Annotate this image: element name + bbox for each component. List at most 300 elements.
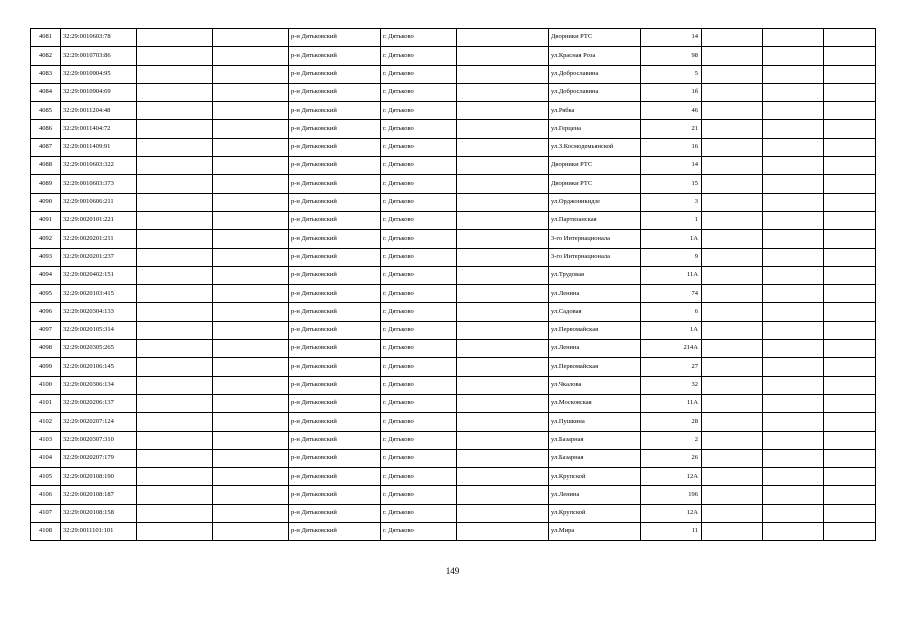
empty-cell [213,102,289,120]
empty-cell [824,413,876,431]
town-cell: г. Дятьково [381,523,457,541]
empty-cell [137,175,213,193]
town-cell: г. Дятьково [381,65,457,83]
empty-cell [457,504,549,522]
row-number-cell: 4108 [31,523,61,541]
town-cell: г. Дятьково [381,120,457,138]
empty-cell [137,65,213,83]
empty-cell [213,340,289,358]
empty-cell [213,248,289,266]
empty-cell [457,376,549,394]
table-row [31,449,876,467]
house-number-cell: 1 [641,211,702,229]
empty-cell [213,486,289,504]
empty-cell [457,248,549,266]
cadastral-number-cell: 32:29:0020101:221 [61,211,137,229]
district-cell: р-н Дятьковский [289,504,381,522]
table-row [31,193,876,211]
town-cell: г. Дятьково [381,486,457,504]
empty-cell [137,102,213,120]
town-cell: г. Дятьково [381,102,457,120]
empty-cell [137,138,213,156]
street-cell: ул.Орджоникидзе [549,193,641,211]
row-number-cell: 4090 [31,193,61,211]
empty-cell [137,285,213,303]
empty-cell [457,340,549,358]
empty-cell [213,413,289,431]
street-cell: ул.Первомайская [549,358,641,376]
empty-cell [763,120,824,138]
empty-cell [763,394,824,412]
town-cell: г. Дятьково [381,29,457,47]
street-cell: ул.Ленина [549,486,641,504]
empty-cell [137,449,213,467]
empty-cell [213,504,289,522]
empty-cell [702,193,763,211]
empty-cell [702,449,763,467]
town-cell: г. Дятьково [381,193,457,211]
empty-cell [763,157,824,175]
row-number-cell: 4102 [31,413,61,431]
house-number-cell: 12А [641,468,702,486]
cadastral-number-cell: 32:29:0011404:72 [61,120,137,138]
street-cell: ул.З.Космодемьянской [549,138,641,156]
empty-cell [457,83,549,101]
empty-cell [213,523,289,541]
empty-cell [137,303,213,321]
house-number-cell: 26 [641,449,702,467]
house-number-cell: 196 [641,486,702,504]
street-cell: ул.Пушкина [549,413,641,431]
street-cell: ул.Московская [549,394,641,412]
row-number-cell: 4099 [31,358,61,376]
empty-cell [457,211,549,229]
empty-cell [457,157,549,175]
empty-cell [824,120,876,138]
cadastral-number-cell: 32:29:0010603:373 [61,175,137,193]
empty-cell [213,120,289,138]
empty-cell [763,340,824,358]
empty-cell [824,321,876,339]
cadastral-number-cell: 32:29:0020201:237 [61,248,137,266]
empty-cell [457,394,549,412]
street-cell: ул.Чкалова [549,376,641,394]
empty-cell [763,193,824,211]
row-number-cell: 4097 [31,321,61,339]
empty-cell [763,376,824,394]
empty-cell [137,431,213,449]
empty-cell [702,120,763,138]
empty-cell [137,523,213,541]
empty-cell [213,230,289,248]
empty-cell [137,358,213,376]
empty-cell [763,211,824,229]
empty-cell [702,303,763,321]
empty-cell [824,29,876,47]
district-cell: р-н Дятьковский [289,47,381,65]
empty-cell [824,83,876,101]
empty-cell [824,431,876,449]
cadastral-number-cell: 32:29:0010603:322 [61,157,137,175]
district-cell: р-н Дятьковский [289,449,381,467]
table-row [31,266,876,284]
house-number-cell: 11А [641,266,702,284]
table-row [31,394,876,412]
cadastral-number-cell: 32:29:0020306:134 [61,376,137,394]
empty-cell [702,29,763,47]
empty-cell [457,431,549,449]
page-number: 149 [445,566,460,576]
town-cell: г. Дятьково [381,376,457,394]
street-cell: ул.Герцена [549,120,641,138]
empty-cell [457,120,549,138]
empty-cell [457,468,549,486]
street-cell: ул.Ленина [549,340,641,358]
town-cell: г. Дятьково [381,413,457,431]
row-number-cell: 4104 [31,449,61,467]
empty-cell [763,248,824,266]
district-cell: р-н Дятьковский [289,394,381,412]
table-row [31,486,876,504]
house-number-cell: 6 [641,303,702,321]
town-cell: г. Дятьково [381,394,457,412]
empty-cell [763,449,824,467]
street-cell: ул.Крупской [549,504,641,522]
house-number-cell: 9 [641,248,702,266]
empty-cell [137,211,213,229]
empty-cell [702,358,763,376]
row-number-cell: 4087 [31,138,61,156]
house-number-cell: 5 [641,65,702,83]
cadastral-number-cell: 32:29:0020106:145 [61,358,137,376]
empty-cell [824,193,876,211]
house-number-cell: 98 [641,47,702,65]
town-cell: г. Дятьково [381,83,457,101]
row-number-cell: 4098 [31,340,61,358]
empty-cell [702,266,763,284]
table-row [31,340,876,358]
empty-cell [824,211,876,229]
empty-cell [763,431,824,449]
cadastral-number-cell: 32:29:0020304:133 [61,303,137,321]
empty-cell [213,376,289,394]
house-number-cell: 1А [641,321,702,339]
district-cell: р-н Дятьковский [289,486,381,504]
empty-cell [702,413,763,431]
empty-cell [702,285,763,303]
table-row [31,47,876,65]
table-row [31,120,876,138]
empty-cell [702,211,763,229]
house-number-cell: 14 [641,157,702,175]
street-cell: ул.Рябка [549,102,641,120]
district-cell: р-н Дятьковский [289,230,381,248]
town-cell: г. Дятьково [381,175,457,193]
empty-cell [824,449,876,467]
house-number-cell: 1б [641,83,702,101]
empty-cell [702,47,763,65]
empty-cell [763,47,824,65]
empty-cell [763,321,824,339]
empty-cell [824,175,876,193]
house-number-cell: 27 [641,358,702,376]
empty-cell [137,120,213,138]
house-number-cell: 11 [641,523,702,541]
empty-cell [702,157,763,175]
row-number-cell: 4095 [31,285,61,303]
street-cell: 3-го Интернационала [549,248,641,266]
district-cell: р-н Дятьковский [289,523,381,541]
town-cell: г. Дятьково [381,340,457,358]
cadastral-number-cell: 32:29:0020201:211 [61,230,137,248]
cadastral-number-cell: 32:29:0011204:48 [61,102,137,120]
empty-cell [457,230,549,248]
empty-cell [213,193,289,211]
empty-cell [763,102,824,120]
table-row [31,175,876,193]
town-cell: г. Дятьково [381,230,457,248]
empty-cell [457,266,549,284]
empty-cell [213,303,289,321]
empty-cell [457,47,549,65]
town-cell: г. Дятьково [381,321,457,339]
empty-cell [137,376,213,394]
empty-cell [457,285,549,303]
empty-cell [213,65,289,83]
empty-cell [137,504,213,522]
street-cell: Дворники РТС [549,29,641,47]
empty-cell [763,285,824,303]
table-row [31,211,876,229]
street-cell: ул.Доброславина [549,83,641,101]
town-cell: г. Дятьково [381,138,457,156]
house-number-cell: 32 [641,376,702,394]
town-cell: г. Дятьково [381,211,457,229]
empty-cell [702,175,763,193]
district-cell: р-н Дятьковский [289,413,381,431]
table-row [31,358,876,376]
empty-cell [702,138,763,156]
table-row [31,102,876,120]
empty-cell [457,193,549,211]
district-cell: р-н Дятьковский [289,431,381,449]
empty-cell [137,230,213,248]
empty-cell [824,138,876,156]
empty-cell [213,211,289,229]
house-number-cell: 12А [641,504,702,522]
table-row [31,303,876,321]
town-cell: г. Дятьково [381,303,457,321]
row-number-cell: 4101 [31,394,61,412]
empty-cell [702,431,763,449]
empty-cell [702,486,763,504]
house-number-cell: 2 [641,431,702,449]
registry-table [30,28,876,541]
empty-cell [137,266,213,284]
empty-cell [457,449,549,467]
cadastral-number-cell: 32:29:0010904:95 [61,65,137,83]
row-number-cell: 4085 [31,102,61,120]
empty-cell [702,523,763,541]
town-cell: г. Дятьково [381,358,457,376]
town-cell: г. Дятьково [381,248,457,266]
empty-cell [137,29,213,47]
town-cell: г. Дятьково [381,157,457,175]
empty-cell [824,523,876,541]
street-cell: ул.Красная Роза [549,47,641,65]
house-number-cell: 21 [641,120,702,138]
empty-cell [702,102,763,120]
empty-cell [213,431,289,449]
empty-cell [763,175,824,193]
cadastral-number-cell: 32:29:0010606:211 [61,193,137,211]
empty-cell [702,321,763,339]
table-row [31,65,876,83]
district-cell: р-н Дятьковский [289,157,381,175]
empty-cell [824,102,876,120]
empty-cell [702,83,763,101]
row-number-cell: 4092 [31,230,61,248]
empty-cell [213,83,289,101]
empty-cell [457,303,549,321]
house-number-cell: 16 [641,138,702,156]
empty-cell [213,358,289,376]
row-number-cell: 4086 [31,120,61,138]
cadastral-number-cell: 32:29:0020207:179 [61,449,137,467]
empty-cell [457,102,549,120]
empty-cell [824,230,876,248]
row-number-cell: 4103 [31,431,61,449]
street-cell: ул.Трудовая [549,266,641,284]
house-number-cell: 28 [641,413,702,431]
row-number-cell: 4105 [31,468,61,486]
cadastral-number-cell: 32:29:0020307:310 [61,431,137,449]
row-number-cell: 4107 [31,504,61,522]
row-number-cell: 4089 [31,175,61,193]
street-cell: ул.Ленина [549,285,641,303]
street-cell: ул.Базарная [549,449,641,467]
table-row [31,468,876,486]
empty-cell [824,47,876,65]
district-cell: р-н Дятьковский [289,266,381,284]
street-cell: ул.Мира [549,523,641,541]
table-row [31,285,876,303]
town-cell: г. Дятьково [381,266,457,284]
district-cell: р-н Дятьковский [289,65,381,83]
empty-cell [457,486,549,504]
table-row [31,29,876,47]
empty-cell [824,248,876,266]
street-cell: ул.Первомайская [549,321,641,339]
cadastral-number-cell: 32:29:0010904:69 [61,83,137,101]
house-number-cell: 15 [641,175,702,193]
empty-cell [824,65,876,83]
cadastral-number-cell: 32:29:0020305:265 [61,340,137,358]
row-number-cell: 4100 [31,376,61,394]
empty-cell [824,358,876,376]
empty-cell [137,413,213,431]
district-cell: р-н Дятьковский [289,303,381,321]
house-number-cell: 74 [641,285,702,303]
empty-cell [457,321,549,339]
empty-cell [763,468,824,486]
house-number-cell: 46 [641,102,702,120]
cadastral-number-cell: 32:29:0020207:124 [61,413,137,431]
district-cell: р-н Дятьковский [289,193,381,211]
cadastral-number-cell: 32:29:0010703:86 [61,47,137,65]
row-number-cell: 4106 [31,486,61,504]
street-cell: Дворники РТС [549,157,641,175]
row-number-cell: 4093 [31,248,61,266]
table-row [31,83,876,101]
empty-cell [213,29,289,47]
empty-cell [137,83,213,101]
empty-cell [824,394,876,412]
empty-cell [763,486,824,504]
district-cell: р-н Дятьковский [289,29,381,47]
district-cell: р-н Дятьковский [289,138,381,156]
district-cell: р-н Дятьковский [289,285,381,303]
table-row [31,248,876,266]
empty-cell [213,394,289,412]
empty-cell [824,266,876,284]
empty-cell [702,376,763,394]
empty-cell [457,138,549,156]
empty-cell [702,65,763,83]
town-cell: г. Дятьково [381,47,457,65]
cadastral-number-cell: 32:29:0020105:314 [61,321,137,339]
empty-cell [763,138,824,156]
empty-cell [137,468,213,486]
empty-cell [763,230,824,248]
table-row [31,413,876,431]
empty-cell [457,175,549,193]
empty-cell [824,468,876,486]
street-cell: ул.Базарная [549,431,641,449]
empty-cell [702,394,763,412]
row-number-cell: 4084 [31,83,61,101]
town-cell: г. Дятьково [381,504,457,522]
table-row [31,504,876,522]
empty-cell [763,266,824,284]
empty-cell [137,47,213,65]
district-cell: р-н Дятьковский [289,468,381,486]
empty-cell [213,138,289,156]
district-cell: р-н Дятьковский [289,83,381,101]
empty-cell [763,83,824,101]
empty-cell [137,486,213,504]
district-cell: р-н Дятьковский [289,340,381,358]
empty-cell [763,65,824,83]
cadastral-number-cell: 32:29:0011101:101 [61,523,137,541]
empty-cell [213,321,289,339]
row-number-cell: 4091 [31,211,61,229]
table-row [31,523,876,541]
table-row [31,431,876,449]
street-cell: ул.Доброславина [549,65,641,83]
empty-cell [702,468,763,486]
empty-cell [213,468,289,486]
town-cell: г. Дятьково [381,285,457,303]
row-number-cell: 4094 [31,266,61,284]
cadastral-number-cell: 32:29:0020108:187 [61,486,137,504]
empty-cell [457,358,549,376]
empty-cell [702,340,763,358]
empty-cell [137,394,213,412]
empty-cell [213,47,289,65]
table-row [31,376,876,394]
street-cell: ул.Партизанская [549,211,641,229]
